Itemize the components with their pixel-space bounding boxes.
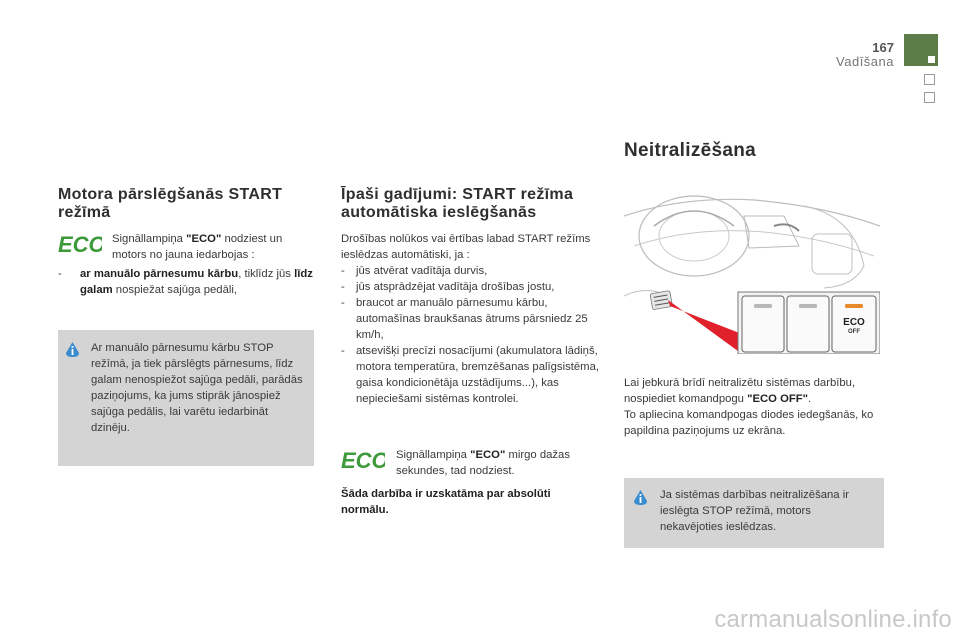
eco-off-button-label-bottom[interactable]: OFF [848,329,860,335]
eco-off-button-label-top[interactable]: ECO [843,317,865,328]
text-segment: nodziest un motors no jauna iedarbojas : [112,233,283,261]
col2-body [341,231,603,407]
dashboard-illustration [624,186,880,354]
col1-eco-paragraph [112,231,312,263]
eco-indicator-icon [341,448,385,472]
chapter-tab-active[interactable] [904,34,938,66]
col2-intro: Drošības nolūkos vai ērtības labad START režīms ieslēdzas automātiski, ja : [341,233,591,261]
eco-icon-text: ECO [58,232,102,256]
text-bold: "ECO" [470,449,506,461]
tab-marker-icon [928,56,935,63]
text-bold: "ECO" [186,233,222,245]
col3-body [624,375,886,439]
col2-eco-paragraph [396,447,596,479]
eco-icon-text: ECO [341,448,385,472]
text-bold: ar manuālo pārnesumu kārbu [80,268,239,280]
col1-info-box [58,330,314,466]
col3-info-box [624,478,884,548]
col1-info-text: Ar manuālo pārnesumu kārbu STOP režīmā, ja tiek pārslēgts pārnesums, līdz galam nenospiežot sajūga pedāli, parādās paziņojums, ka jums stiprāk jānospiež sajūga pedālis, lai varētu iedarbināt dzinēju. [91,342,303,434]
chapter-tab-empty[interactable] [924,74,935,85]
text-segment: mirgo dažas sekundes, tad nodziest. [396,449,570,477]
col1-bullet [58,266,314,298]
list-item: - jūs atvērat vadītāja durvis, [341,265,488,277]
col1-heading: Motora pārslēgšanās START režīmā [58,186,283,221]
col3-info-text: Ja sistēmas darbības neitralizēšana ir ieslēgta STOP režīmā, motors nekavējoties ieslēdzas. [660,489,849,533]
col2-heading: Īpaši gadījumi: START režīma automātiska ieslēgšanās [341,186,574,221]
col3-para1: Lai jebkurā brīdī neitralizētu sistēmas darbību, nospiediet komandpogu "ECO OFF". [624,377,856,405]
info-icon [634,490,647,505]
col3-heading: Neitralizēšana [624,140,756,161]
col3-heading-wrap [624,140,884,162]
text-segment: , tiklīdz jūs [238,268,295,280]
chapter-tab-empty[interactable] [924,92,935,103]
col2-heading-wrap [341,186,591,222]
text-segment: nospiežat sajūga pedāli, [112,284,238,296]
col3-para2: To apliecina komandpogas diodes iedegšanās, ko papildina paziņojums uz ekrāna. [624,409,874,437]
list-item: - atsevišķi precīzi nosacījumi (akumulatora lādiņš, motora temperatūra, bremzēšanas palīgsistēma, gaisa kondicionētāja uzstādījums...), kas nepieciešami sistēmas kontrolei. [341,345,599,405]
watermark-text: carmanualsonline.info [714,606,952,633]
text-segment: Signāllampiņa [112,233,187,245]
page-number: 167 [872,40,894,55]
text-bold: līdz galam [80,268,313,296]
section-title: Vadīšana [836,54,894,69]
col2-footer-note: Šāda darbība ir uzskatāma par absolūti normālu. [341,488,551,516]
bullet-dash: - [58,268,62,280]
list-item: - braucot ar manuālo pārnesumu kārbu, automašīnas braukšanas ātrums pārsniedz 25 km/h, [341,297,588,341]
text-segment: Signāllampiņa [396,449,471,461]
list-item: - jūs atsprādzējat vadītāja drošības jostu, [341,281,555,293]
col1-heading-wrap [58,186,298,222]
info-icon [66,342,79,357]
eco-indicator-icon [58,232,102,256]
